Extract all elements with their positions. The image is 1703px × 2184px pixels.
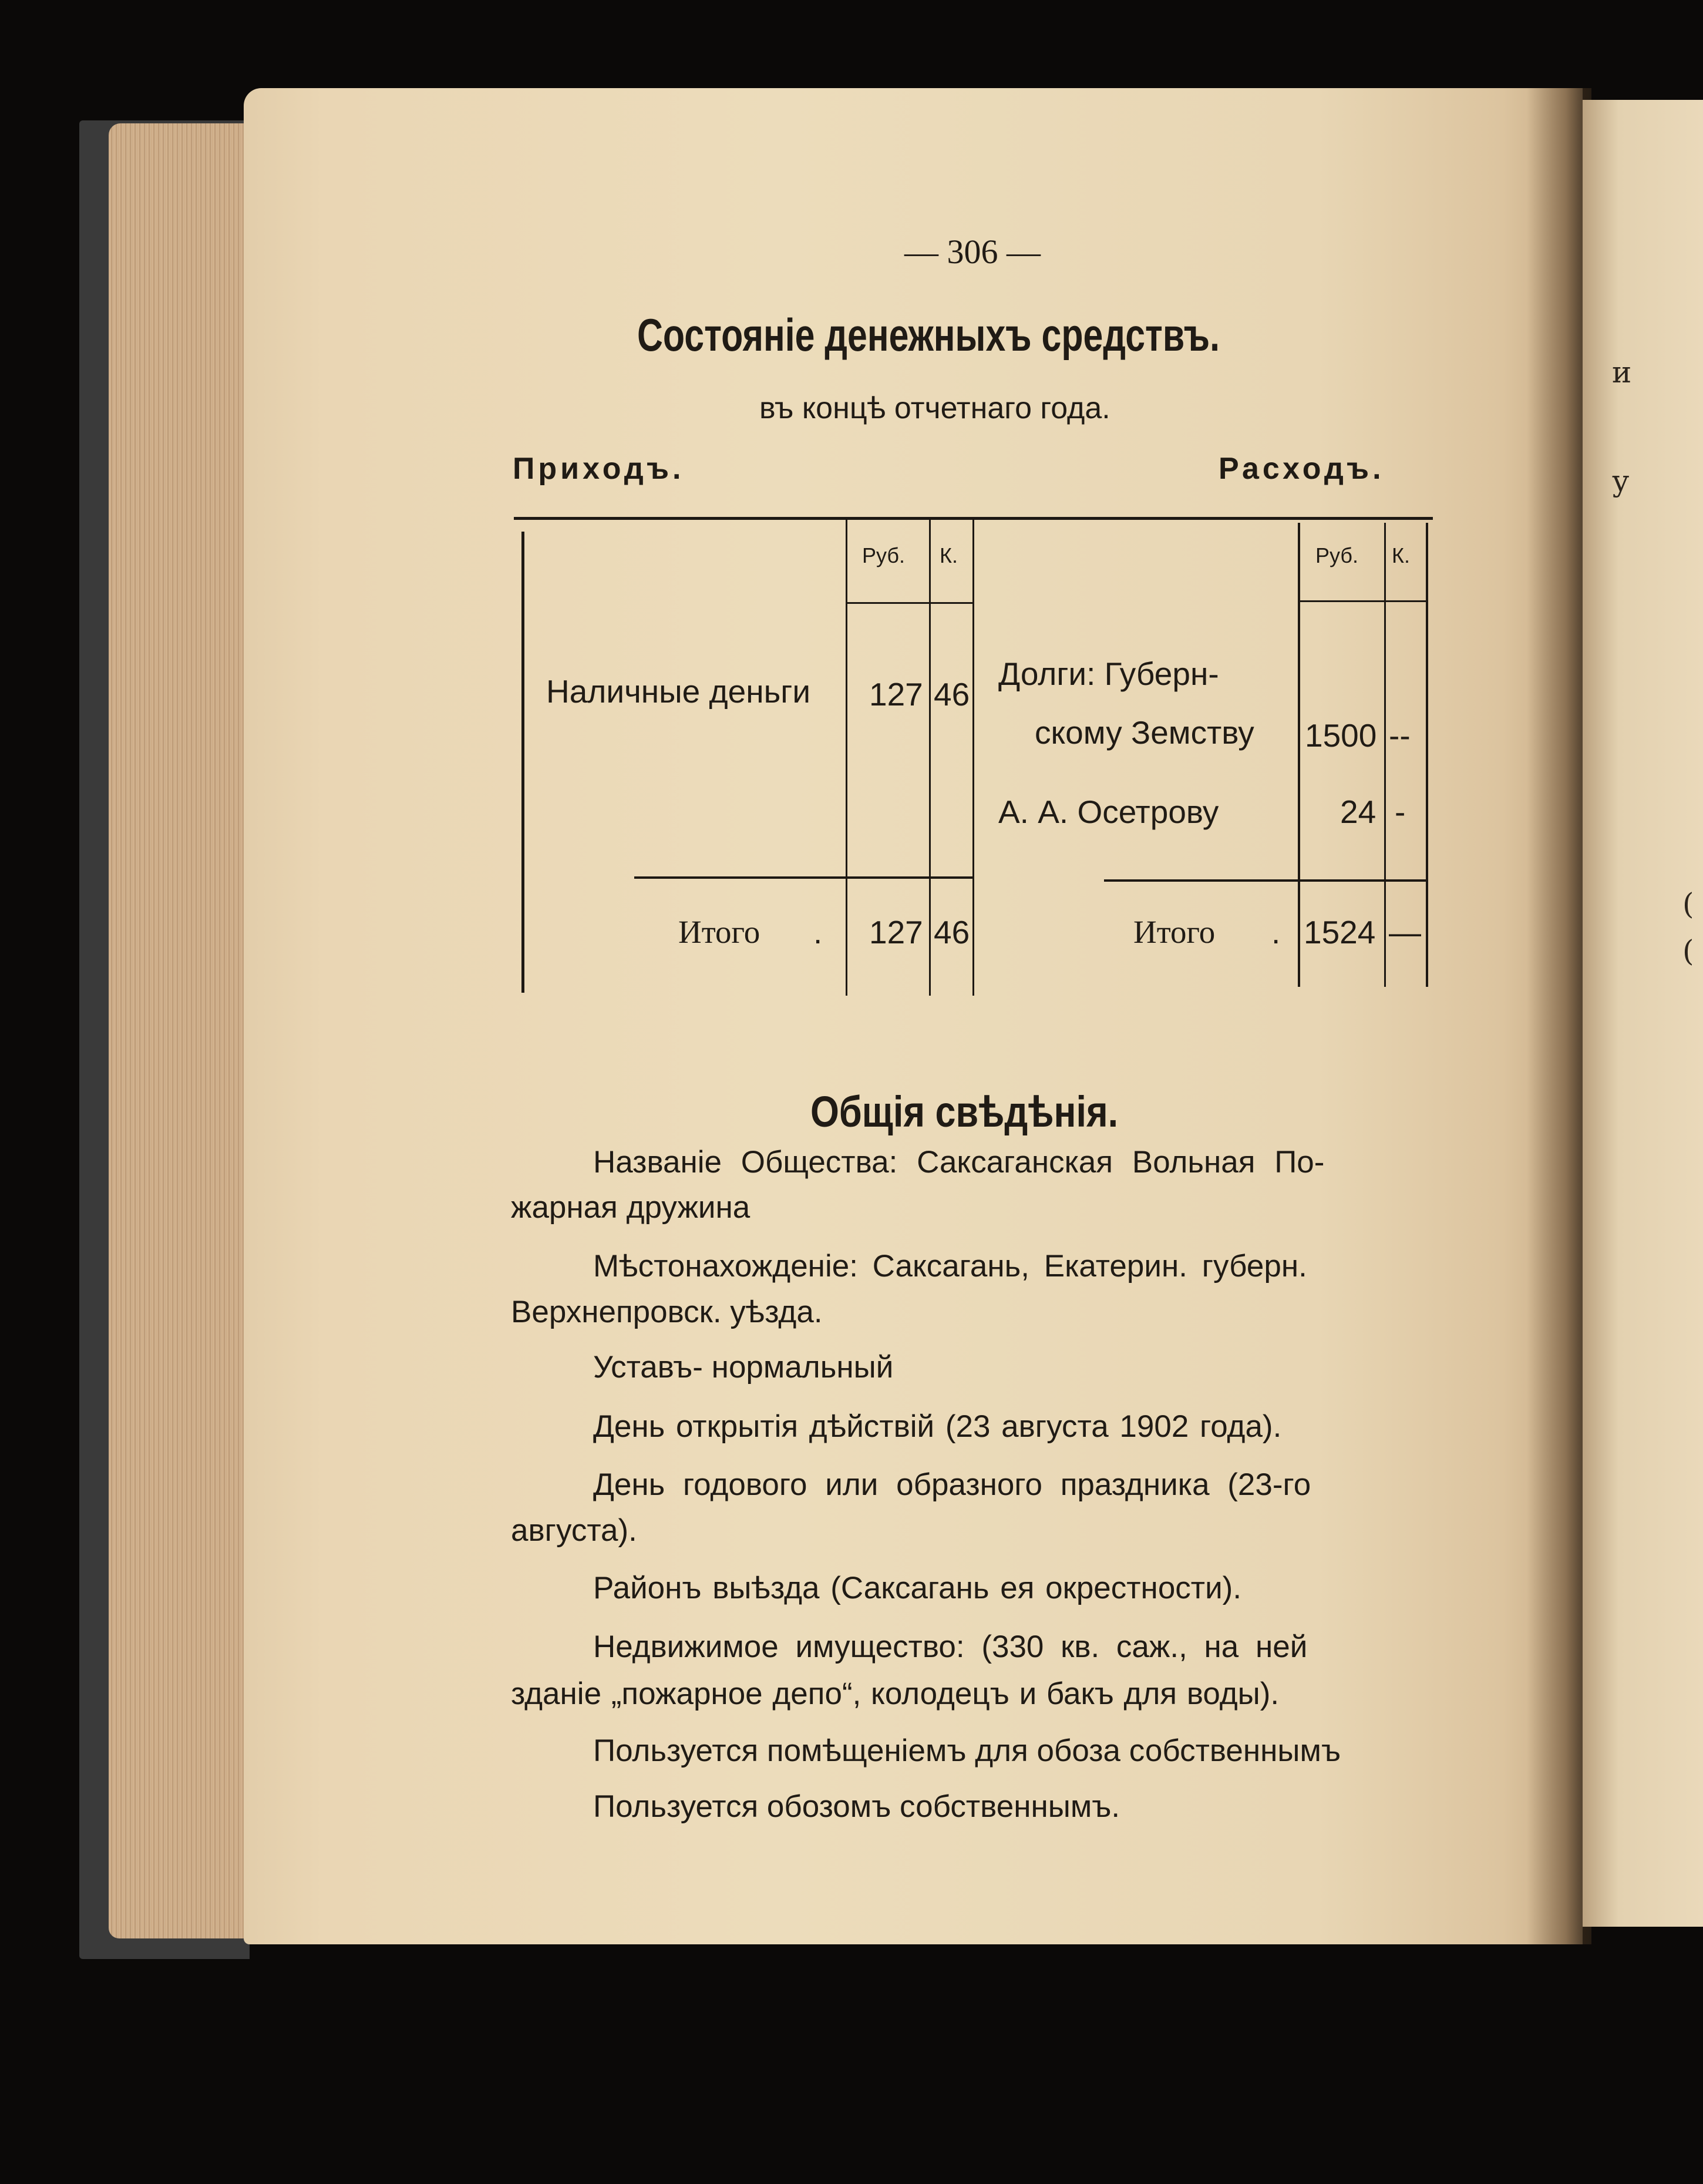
income-total-label: Итого — [678, 914, 760, 950]
info-line: Пользуется обозомъ собственнымъ. — [593, 1789, 1120, 1824]
info-line: День открытiя дѣйствiй (23 августа 1902 года). — [593, 1409, 1282, 1444]
info-line: Недвижимое имущество: (330 кв. саж., на ней — [593, 1629, 1308, 1664]
income-row-kop: 46 — [934, 676, 970, 713]
expense-kop-rule — [1384, 523, 1386, 987]
info-line: зданiе „пожарное депо“, колодецъ и бакъ для воды). — [511, 1676, 1280, 1711]
facing-page-glyph: ( — [1682, 934, 1694, 968]
info-line: Названiе Общества: Саксаганская Вольная По- — [593, 1145, 1325, 1180]
page-title: Состоянiе денежныхъ средствъ. — [637, 309, 1220, 361]
expense-header-rule — [1298, 600, 1428, 602]
expense-total-rub: 1524 — [1304, 914, 1376, 950]
page-edges — [109, 123, 255, 1938]
facing-page-glyph: у — [1612, 464, 1630, 498]
income-total-rule — [634, 876, 974, 879]
facing-page-glyph: ( — [1682, 887, 1694, 921]
income-total-kop: 46 — [934, 914, 970, 950]
income-total-dot: . — [813, 914, 823, 950]
expense-row-kop: -- — [1389, 717, 1411, 754]
page-number: — 306 — — [904, 233, 1041, 271]
table-left-rule — [521, 532, 524, 993]
expense-rub-rule — [1298, 523, 1300, 987]
page-subtitle: въ концѣ отчетнаго года. — [759, 391, 1110, 425]
info-line: Уставъ- нормальный — [593, 1350, 894, 1385]
info-line: Мѣстонахожденiе: Саксагань, Екатерин. губерн. — [593, 1249, 1307, 1283]
expense-row-rub: 1500 — [1305, 717, 1377, 754]
expense-total-rule — [1104, 879, 1428, 882]
income-end-rule — [972, 520, 974, 996]
expense-heading: Расходъ. — [1219, 452, 1385, 486]
expense-row-rub: 24 — [1340, 794, 1376, 830]
info-line: Районъ выѣзда (Саксагань ея окрестности). — [593, 1571, 1242, 1605]
info-line: День годового или образного праздника (23-го — [593, 1467, 1311, 1502]
expense-total-kop: — — [1389, 914, 1421, 950]
expense-total-label: Итого — [1133, 914, 1216, 950]
section-title: Общiя свѣдѣнiя. — [810, 1087, 1119, 1136]
income-kop-rule — [929, 520, 931, 996]
expense-row-label: А. А. Осетрову — [998, 794, 1219, 830]
expense-end-rule — [1426, 523, 1428, 987]
expense-row-label: скому Земству — [1035, 714, 1254, 751]
book-gutter — [1527, 88, 1591, 1944]
expense-total-dot: . — [1271, 914, 1281, 950]
info-line: августа). — [511, 1513, 637, 1548]
expense-rub-header: Руб. — [1315, 543, 1359, 567]
info-line: Пользуется помѣщенiемъ для обоза собственнымъ — [593, 1733, 1341, 1768]
income-rub-header: Руб. — [862, 543, 906, 567]
income-heading: Приходъ. — [513, 452, 685, 486]
info-line: жарная дружина — [511, 1190, 750, 1225]
income-header-rule — [846, 602, 974, 604]
info-line: Верхнепровск. уѣзда. — [511, 1295, 823, 1329]
facing-page-glyph: и — [1612, 355, 1632, 389]
expense-row-label: Долги: Губерн- — [998, 656, 1219, 692]
right-page — [1583, 100, 1703, 1927]
expense-kop-header: К. — [1392, 543, 1410, 567]
expense-row-kop: - — [1395, 794, 1406, 830]
income-row-rub: 127 — [869, 676, 923, 713]
income-row-label: Наличные деньги — [546, 673, 811, 710]
income-rub-rule — [846, 520, 847, 996]
left-page — [244, 88, 1583, 1944]
income-kop-header: К. — [940, 543, 958, 567]
income-total-rub: 127 — [869, 914, 923, 950]
